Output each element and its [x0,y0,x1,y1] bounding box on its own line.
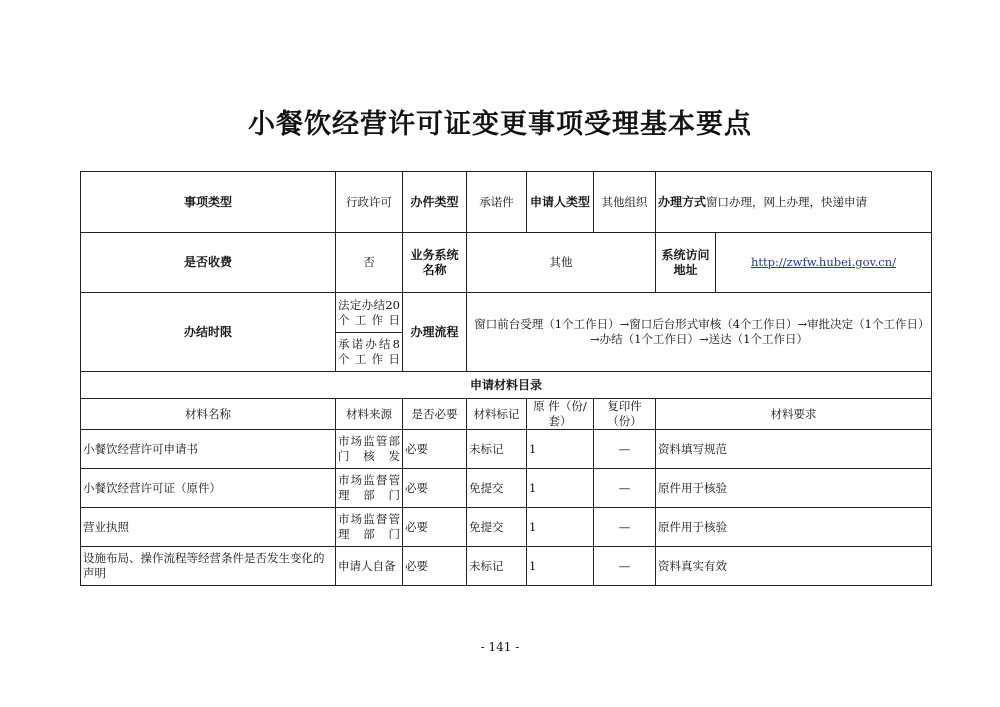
material-required: 必要 [403,430,467,469]
system-name-value: 其他 [467,233,656,293]
material-requirement: 资料真实有效 [656,547,932,586]
system-name-label: 业务系统名称 [403,233,467,293]
material-requirement: 原件用于核验 [656,508,932,547]
header-material-source: 材料来源 [336,399,403,430]
material-original-count: 1 [527,547,594,586]
material-name: 小餐饮经营许可证（原件） [81,469,336,508]
handle-type-label: 办件类型 [403,172,467,233]
material-original-count: 1 [527,469,594,508]
material-copy-count: — [594,430,656,469]
requirements-table [80,171,932,586]
system-url-link[interactable]: http://zwfw.hubei.gov.cn/ [750,255,897,269]
item-type-value: 行政许可 [336,172,403,233]
handle-method-cell [656,172,932,233]
materials-section-row [81,372,932,399]
applicant-type-label: 申请人类型 [527,172,594,233]
material-name: 小餐饮经营许可申请书 [81,430,336,469]
material-requirement: 资料填写规范 [656,430,932,469]
material-mark: 免提交 [467,469,527,508]
time-limit-label: 办结时限 [81,293,336,372]
table-row [81,430,932,469]
applicant-type-value: 其他组织 [594,172,656,233]
material-source: 市场监督管理部门 [336,469,403,508]
system-url-label: 系统访问地址 [656,233,716,293]
document-title: 小餐饮经营许可证变更事项受理基本要点 [248,109,752,140]
fee-value: 否 [336,233,403,293]
header-original: 原 件（份/套） [527,399,594,430]
fee-label: 是否收费 [81,233,336,293]
material-mark: 未标记 [467,547,527,586]
table-row [81,469,932,508]
material-copy-count: — [594,547,656,586]
material-name: 设施布局、操作流程等经营条件是否发生变化的声明 [81,547,336,586]
process-value: 窗口前台受理（1个工作日）→窗口后台形式审核（4个工作日）→审批决定（1个工作日）→办结（1个工作日）→送达（1个工作日） [467,293,932,372]
material-original-count: 1 [527,430,594,469]
material-required: 必要 [403,469,467,508]
material-copy-count: — [594,469,656,508]
material-mark: 免提交 [467,508,527,547]
material-source: 申请人自备 [336,547,403,586]
materials-section-title: 申请材料目录 [81,372,932,399]
material-source: 市场监管部门核发 [336,430,403,469]
material-requirement: 原件用于核验 [656,469,932,508]
info-row-fee [81,233,932,293]
header-mark: 材料标记 [467,399,527,430]
material-required: 必要 [403,508,467,547]
material-name: 营业执照 [81,508,336,547]
table-row [81,547,932,586]
material-source: 市场监督管理部门 [336,508,403,547]
info-row-type [81,172,932,233]
material-copy-count: — [594,508,656,547]
handle-type-value: 承诺件 [467,172,527,233]
system-url-cell [716,233,932,293]
material-original-count: 1 [527,508,594,547]
legal-time-limit: 法定办结20个工作日 [336,293,403,333]
handle-method-value: 窗口办理，网上办理，快递申请 [706,194,868,209]
table-row [81,508,932,547]
header-requirement: 材料要求 [656,399,932,430]
header-material-name: 材料名称 [81,399,336,430]
promise-time-limit: 承诺办结8个工作日 [336,333,403,372]
process-label: 办理流程 [403,293,467,372]
handle-method-label: 办理方式 [658,194,707,209]
material-mark: 未标记 [467,430,527,469]
header-required: 是否必要 [403,399,467,430]
header-copy: 复印件（份） [594,399,656,430]
materials-header-row [81,399,932,430]
page-number: - 141 - [480,640,520,654]
info-row-time-1 [81,293,932,333]
item-type-label: 事项类型 [81,172,336,233]
material-required: 必要 [403,547,467,586]
